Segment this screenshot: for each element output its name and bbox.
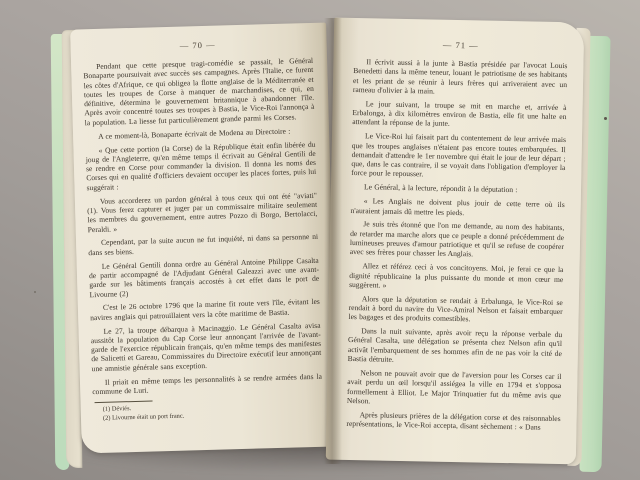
- paragraph: Cependant, par la suite aucun ne fut inquiété, ni dans sa personne ni dans ses biens.: [88, 232, 319, 257]
- paragraph: Après plusieurs prières de la délégation corse et des raisonnables représentations, le Vice-Roi accepta, disant sèchement : « Dans: [346, 409, 561, 432]
- paragraph: Dans la nuit suivante, après avoir reçu la réponse verbale du Général Casalta, une délégation se présenta chez Nelson afin qu'il activât l'embarquement de ses hommes afin de ne pas voir la cité de Bastia détruite.: [347, 326, 563, 364]
- paragraph: Je suis très étonné que l'on me demande, au nom des habitants, de retarder ma marche alors que ce peuple a donné précédemment de lumineuses preuves d'amour patriotique et qu'il se refuse de coopérer avec ses frères pour chasser les Anglais.: [349, 219, 565, 259]
- page-number-right: — 71 —: [442, 39, 479, 51]
- paragraph: Il écrivit aussi à la junte à Bastia présidée par l'avocat Louis Benedetti dans la même teneur, louant le patriotisme de ses habitants et les priant de se réunir à leurs frères qui arriveraient avec un rameau d'olivier à la main.: [352, 57, 568, 96]
- paragraph: Nelson ne pouvait avoir que de l'aversion pour les Corses car il avait perdu un œil lorsqu'il assiégea la ville en 1794 et s'opposa formellement à Elliot. Le Major Trinquatier fut du même avis que Nelson.: [346, 368, 562, 406]
- paragraph: « Que cette portion (la Corse) de la République était enfin libérée du joug de l'Angleterre, qu'en même temps il écrivait au Général Gentili de se rendre en Corse pour commander la division. Il donna les noms des Corses qui en qualité d'officiers devaient occuper les places fortes, puis lui suggérait :: [85, 139, 317, 193]
- dust-speck: [34, 291, 36, 293]
- footnote-rule: [95, 401, 153, 404]
- left-page-body-text: [83, 56, 322, 397]
- paragraph: Pendant que cette presque tragi-comédie se passait, le Général Bonaparte poursuivait avec succès ses campagnes. Après l'Italie, ce furent les côtes d'Afrique, ce qui obligea la flotte anglaise de la Méditerranée et toutes les troupes de Corse à manquer de marchandises, ce qui, en définitive, détermina le gouvernement britannique à abandonner l'île. Après avoir concentré toutes ses troupes à Bastia, le Vice-Roi l'annonça à la population. La liesse fut particulièrement grande parmi les Corses.: [83, 55, 315, 128]
- paragraph: Le jour suivant, la troupe se mit en marche et, arrivée à Erbalonga, à dix kilomètres environ de Bastia, elle fit une halte en attendant la réponse de la junte.: [352, 99, 567, 129]
- paragraph: Le 27, la troupe débarqua à Macinaggio. Le Général Casalta avisa aussitôt la population du Cap Corse leur annonçant l'arrivée de l'avant-garde de l'exercice républicain français, qu'en même temps des manifestes de Salicetti et Gareau, Commissaires du Directoire exécutif leur annonçant une amnistie générale sans exception.: [90, 320, 322, 373]
- paragraph: Alors que la députation se rendait à Erbalunga, le Vice-Roi se rendait à bord du navire du Vice-Amiral Nelson et faisait embarquer les bagages et des produits comestibles.: [348, 293, 563, 324]
- right-page-body-text: [346, 57, 567, 432]
- footnote-list: [93, 400, 323, 423]
- footnote: (1) Déviés.: [102, 405, 132, 414]
- book-gutter-shadow: [324, 18, 342, 464]
- paragraph: « Les Anglais ne doivent plus jouir de cette terre où ils n'auraient jamais dû mettre les pieds.: [350, 196, 565, 217]
- footnote: (2) Livourne était un port franc.: [102, 412, 185, 422]
- paragraph: A ce moment-là, Bonaparte écrivait de Modena au Directoire :: [97, 126, 291, 141]
- paragraph: Le Général, à la lecture, répondit à la députation :: [363, 182, 518, 195]
- dust-speck: [604, 117, 607, 120]
- paragraph: Vous accorderez un pardon général à tous ceux qui ont été "aviati" (1). Vous ferez capturer et juger par un commissaire militaire seulement les membres du gouvernement, entre autres Pozzo di Borgo, Bertolacci, Peraldi. »: [87, 190, 318, 234]
- paragraph: C'est le 26 octobre 1796 que la marine fit route vers l'île, évitant les navires anglais qui patrouillaient vers la côte maritime de Bastia.: [90, 297, 320, 322]
- footnote-block: [93, 396, 323, 423]
- left-page: [70, 23, 338, 454]
- paragraph: Le Vice-Roi lui faisait part du contentement de leur arrivée mais que les troupes anglaises n'étaient pas encore toutes embarquées. Il demandait d'attendre le 1er novembre qui était le jour de leur départ ; que, dans le cas contraire, il se voyait dans l'obligation d'employer la force pour le repousser.: [351, 131, 567, 179]
- right-page: [326, 18, 584, 465]
- page-number-left: — 70 —: [179, 39, 216, 51]
- paragraph: Allez et référez ceci à vos concitoyens. Moi, je ferai ce que la dignité républicaine la plus puissante du monde et mon cœur me suggèrent. »: [349, 261, 564, 290]
- paragraph: Le Général Gentili donna ordre au Général Antoine Philippe Casalta de partir accompagné de l'Adjudant Général Galeazzi avec une avant-garde sur les bâtiments français accostés à cet effet dans le port de Livourne (2): [88, 255, 320, 299]
- paragraph: Il priait en même temps les personnalités à se rendre armées dans la commune de Luri.: [92, 371, 323, 397]
